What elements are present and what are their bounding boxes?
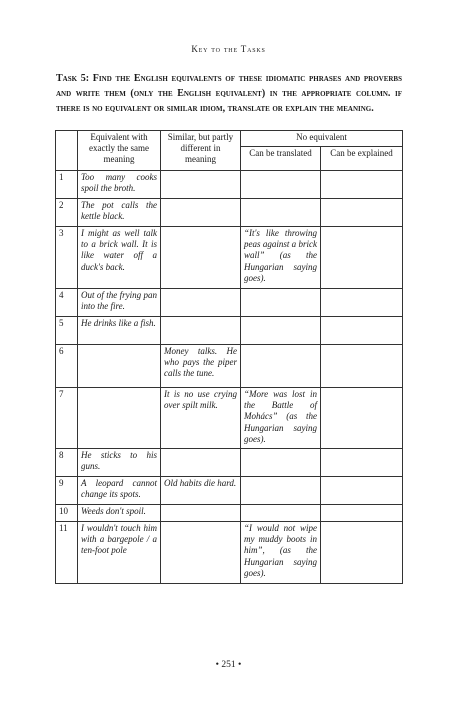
header-similar: Similar, but partly different in meaning xyxy=(161,131,241,171)
cell-translated xyxy=(241,289,321,317)
table-row xyxy=(56,477,403,505)
cell-translated xyxy=(241,317,321,345)
cell-num: 9 xyxy=(56,477,78,505)
cell-num: 5 xyxy=(56,317,78,345)
cell-similar xyxy=(161,522,241,584)
header-same: Equivalent with exactly the same meaning xyxy=(78,131,161,171)
cell-similar xyxy=(161,227,241,289)
cell-translated xyxy=(241,199,321,227)
cell-num: 6 xyxy=(56,345,78,388)
cell-explained xyxy=(321,388,403,449)
cell-similar xyxy=(161,199,241,227)
cell-explained xyxy=(321,289,403,317)
cell-explained xyxy=(321,477,403,505)
cell-explained xyxy=(321,227,403,289)
cell-translated: “More was lost in the Battle of Mohács” (as the Hungarian saying goes). xyxy=(241,388,321,449)
cell-explained xyxy=(321,199,403,227)
cell-translated xyxy=(241,505,321,522)
running-header: Key to the Tasks xyxy=(191,44,266,54)
cell-num: 10 xyxy=(56,505,78,522)
cell-num: 3 xyxy=(56,227,78,289)
table-row xyxy=(56,522,403,584)
header-no-equivalent: No equivalent xyxy=(241,131,403,147)
cell-num: 1 xyxy=(56,171,78,199)
cell-same: Too many cooks spoil the broth. xyxy=(78,171,161,199)
table-row xyxy=(56,199,403,227)
header-explained: Can be explained xyxy=(321,147,403,171)
cell-explained xyxy=(321,317,403,345)
cell-explained xyxy=(321,449,403,477)
table-row xyxy=(56,449,403,477)
cell-translated xyxy=(241,345,321,388)
cell-same: I wouldn't touch him with a bargepole / a ten-foot pole xyxy=(78,522,161,584)
cell-translated: “It's like throwing peas against a brick wall” (as the Hungarian saying goes). xyxy=(241,227,321,289)
cell-translated xyxy=(241,477,321,505)
task-title: Task 5: Find the English equivalents of these idiomatic phrases and proverbs and write them (only the English equivalent) in the appropriate column. if there is no equivalent or similar idiom, translate or explain the meaning. xyxy=(56,73,402,114)
header-translated: Can be translated xyxy=(241,147,321,171)
cell-explained xyxy=(321,345,403,388)
cell-same xyxy=(78,345,161,388)
cell-same: The pot calls the kettle black. xyxy=(78,199,161,227)
cell-similar: Money talks. He who pays the piper calls the tune. xyxy=(161,345,241,388)
cell-same: He sticks to his guns. xyxy=(78,449,161,477)
cell-similar xyxy=(161,505,241,522)
cell-same: A leopard cannot change its spots. xyxy=(78,477,161,505)
header-num xyxy=(56,131,78,171)
cell-translated xyxy=(241,449,321,477)
cell-explained xyxy=(321,505,403,522)
cell-num: 7 xyxy=(56,388,78,449)
cell-explained xyxy=(321,522,403,584)
cell-same xyxy=(78,388,161,449)
table-row xyxy=(56,171,403,199)
table-row xyxy=(56,317,403,345)
cell-similar xyxy=(161,289,241,317)
cell-similar xyxy=(161,171,241,199)
cell-same: He drinks like a fish. xyxy=(78,317,161,345)
cell-translated: “I would not wipe my muddy boots in him”, (as the Hungarian saying goes). xyxy=(241,522,321,584)
table-row xyxy=(56,388,403,449)
cell-num: 2 xyxy=(56,199,78,227)
table-row xyxy=(56,289,403,317)
cell-similar xyxy=(161,449,241,477)
cell-num: 4 xyxy=(56,289,78,317)
cell-explained xyxy=(321,171,403,199)
cell-num: 11 xyxy=(56,522,78,584)
cell-same: Out of the frying pan into the fire. xyxy=(78,289,161,317)
table-row xyxy=(56,505,403,522)
cell-same: Weeds don't spoil. xyxy=(78,505,161,522)
table-row xyxy=(56,227,403,289)
cell-same: I might as well talk to a brick wall. It is like water off a duck's back. xyxy=(78,227,161,289)
cell-num: 8 xyxy=(56,449,78,477)
page-number: • 251 • xyxy=(215,660,242,670)
cell-similar: Old habits die hard. xyxy=(161,477,241,505)
cell-similar xyxy=(161,317,241,345)
idiom-table xyxy=(55,130,403,584)
cell-similar: It is no use crying over spilt milk. xyxy=(161,388,241,449)
cell-translated xyxy=(241,171,321,199)
table-row xyxy=(56,345,403,388)
